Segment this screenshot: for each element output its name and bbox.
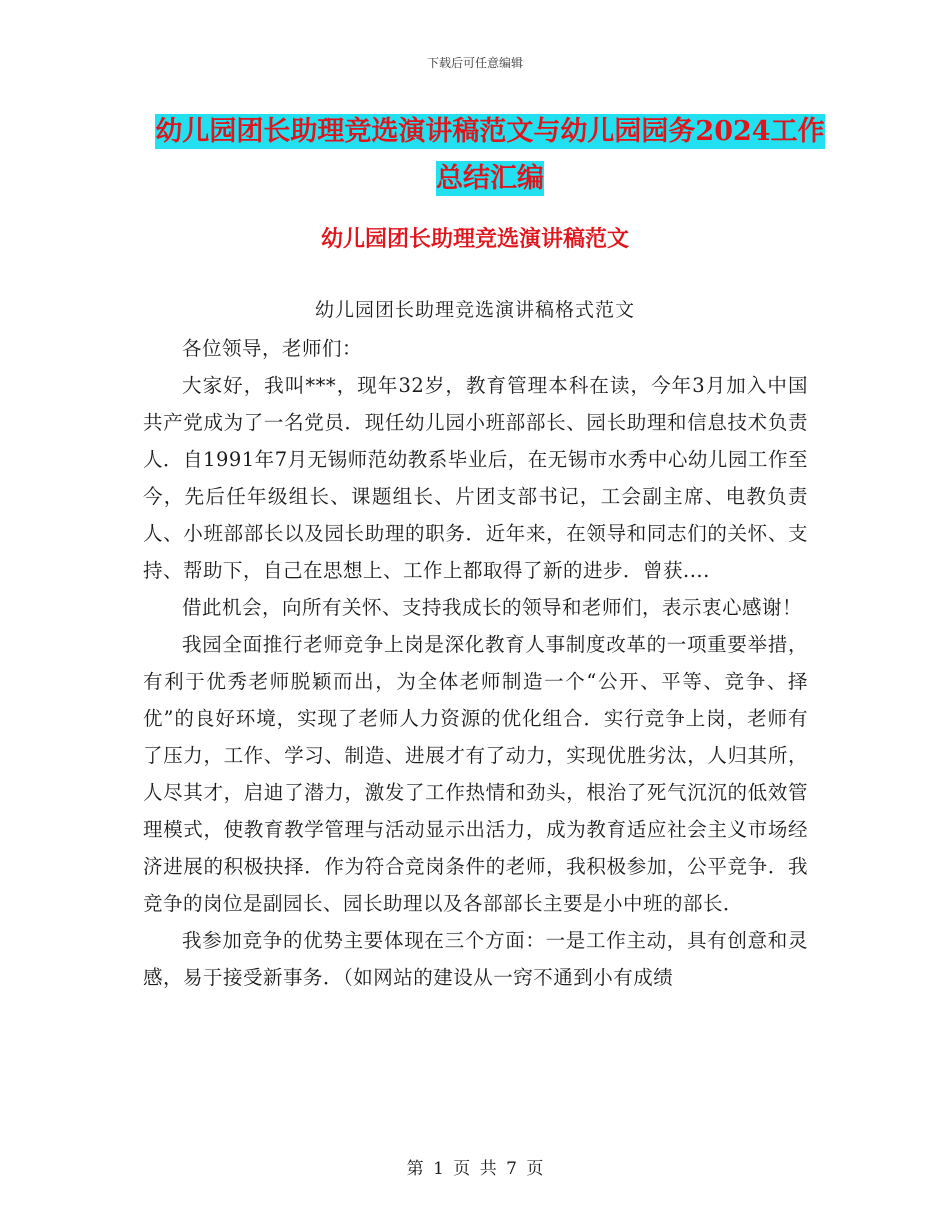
paragraph: 我参加竞争的优势主要体现在三个方面：一是工作主动，具有创意和灵感，易于接受新事务．（如网站的建设从一窍不通到小有成绩 (143, 929, 808, 989)
section-title: 幼儿园团长助理竞选演讲稿范文 (320, 226, 629, 252)
sub-title: 幼儿园团长助理竞选演讲稿格式范文 (314, 299, 635, 321)
paragraph: 我园全面推行老师竞争上岗是深化教育人事制度改革的一项重要举措，有利于优秀老师脱颖而出，为全体老师制造一个“公开、平等、竞争、择优”的良好环境，实现了老师人力资源的优化组合．实行竞争上岗，老师有了压力，工作、学习、制造、进展才有了动力，实现优胜劣汰，人归其所，人尽其才，启迪了潜力，激发了工作热情和劲头，根治了死气沉沉的低效管理模式，使教育教学管理与活动显示出活力，成为教育适应社会主义市场经济进展的积极抉择．作为符合竞岗条件的老师，我积极参加，公平竞争．我竞争的岗位是副园长、园长助理以及各部部长主要是小中班的部长． (143, 633, 808, 915)
header-note: 下载后可任意编辑 (426, 56, 523, 70)
body-text (143, 330, 808, 996)
page-footer: 第 1 页 共 7 页 (406, 1159, 544, 1179)
document-title-text: 幼儿园团长助理竞选演讲稿范文与幼儿园园务2024工作总结汇编 (155, 116, 825, 194)
paragraph: 大家好，我叫***，现年32岁，教育管理本科在读，今年3月加入中国共产党成为了一名党员．现任幼儿园小班部部长、园长助理和信息技术负责人．自1991年7月无锡师范幼教系毕业后，在无锡市水秀中心幼儿园工作至今，先后任年级组长、课题组长、片团支部书记，工会副主席、电教负责人、小班部部长以及园长助理的职务．近年来，在领导和同志们的关怀、支持、帮助下，自己在思想上、工作上都取得了新的进步．曾获.... (143, 374, 808, 582)
paragraph: 借此机会，向所有关怀、支持我成长的领导和老师们，表示衷心感谢！ (182, 596, 803, 619)
paragraph-greeting: 各位领导，老师们： (182, 337, 363, 360)
document-title (150, 108, 830, 202)
